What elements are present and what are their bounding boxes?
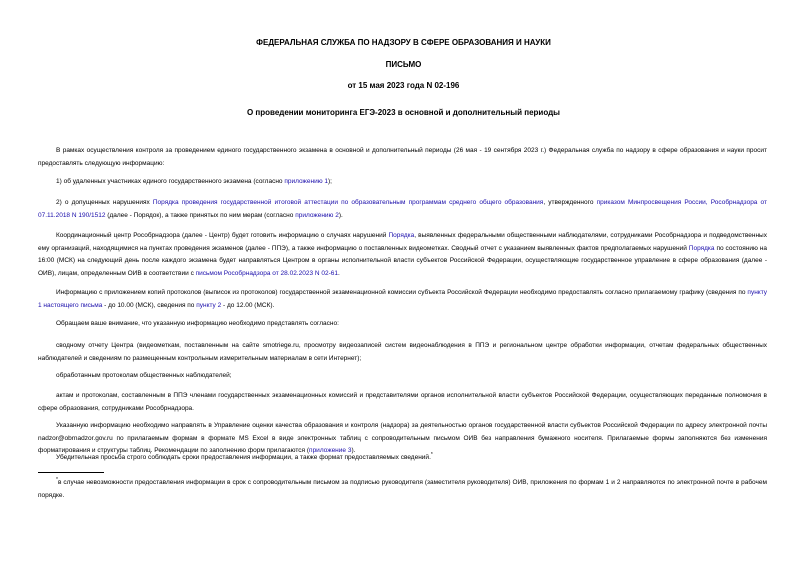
subject-heading: О проведении мониторинга ЕГЭ-2023 в основной и дополнительный периоды [246,108,561,117]
link-appendix-1[interactable]: приложению 1 [284,178,328,185]
footnote-reference: * [430,451,433,458]
paragraph-intro: В рамках осуществления контроля за проведением единого государственного экзамена в основной и дополнительный периоды (26 мая - 19 сентября 2023 г.) Федеральная служба по надзору в сфере образования и науки просит предоставлять следующую информацию: [38,147,767,167]
date-number-heading: от 15 мая 2023 года N 02-196 [347,81,460,90]
paragraph-item-2: 2) о допущенных нарушениях Порядка проведения государственной итоговой аттестации по образовательным программам среднего общего образования, утвержденного приказом Минпросвещения России, Рособрнадзора от 07.11.2018 N 190/1512 (далее - Порядок), а также принятых по ним мерам (согласно приложению 2). [38,199,767,219]
doc-type-heading: ПИСЬМО [385,60,422,69]
link-appendix-3[interactable]: приложение 3 [309,447,352,454]
paragraph-deadline-request: Убедительная просьба строго соблюдать сроки предоставления информации, а также формат предоставляемых сведений.* [56,451,433,461]
paragraph-item-1: 1) об удаленных участниках единого государственного экзамена (согласно приложению 1); [56,178,332,185]
paragraph-summary-report: сводному отчету Центра (видеометкам, поставленным на сайте smotriege.ru, просмотру видеозаписей систем видеонаблюдения в ППЭ и региональном центре обработки информации, отчетам федеральных общественных наблюдателей и сведениям по размещенным контрольным измерительным материалам в сети Интернет); [38,342,767,362]
paragraph-acts: актам и протоколам, составленным в ППЭ членами государственных экзаменационных комиссий и представителями органов исполнительной власти субъектов Российской Федерации, осуществляющих переданные полномочия в сфере образования, сотрудниками Рособрнадзора. [38,392,767,412]
paragraph-submission: Указанную информацию необходимо направлять в Управление оценки качества образования и контроля (надзора) за деятельностью органов государственной власти субъектов Российской Федерации по адресу электронной почты nadzor@obrnadzor.gov.ru по прилагаемым формам в формате MS Excel в виде электронных таблиц с сопроводительным письмом ОИВ без направления бумажного носителя. Прилагаемые формы заполняются без изменения форматирования и структуры таблиц. Рекомендации по заполнению форм прилагаются (приложение 3). [38,422,767,454]
paragraph-coordination-center: Координационный центр Рособрнадзора (далее - Центр) будет готовить информацию о случаях нарушений Порядка, выявленных федеральными общественными наблюдателями, сотрудниками Рособрнадзора и подведомственных ему организаций, находящимися на пунктах проведения экзаменов (далее - ППЭ), а также информацию о поставленных видеометках. Сводный отчет с указанием выявленных фактов предполагаемых нарушений Порядка по состоянию на 16:00 (МСК) на следующий день после каждого экзамена будет направляться Центром в органы исполнительной власти субъектов Российской Федерации, осуществляющие государственное управление в сфере образования (далее - ОИВ), лицам, определенным ОИВ в соответствии с письмом Рособрнадзора от 28.02.2023 N 02-61. [38,232,767,277]
paragraph-observer-protocols: обработанным протоколам общественных наблюдателей; [56,372,232,379]
footnote: *в случае невозможности предоставления информации в срок с сопроводительным письмом за подписью руководителя (заместителя руководителя) ОИВ, приложения по формам 1 и 2 направляются по электронной почте в рабочем порядке. [38,476,767,499]
footnote-mark: * [56,476,58,483]
agency-heading: ФЕДЕРАЛЬНАЯ СЛУЖБА ПО НАДЗОРУ В СФЕРЕ ОБРАЗОВАНИЯ И НАУКИ [256,38,551,47]
link-order[interactable]: приказом Минпросвещения России, Рособрнадзора от 07.11.2018 N 190/1512 [38,199,767,219]
paragraph-attention: Обращаем ваше внимание, что указанную информацию необходимо представлять согласно: [56,320,339,327]
link-point-2[interactable]: пункту 2 [196,301,222,309]
link-procedure-2[interactable]: Порядка [388,232,415,239]
footnote-divider [38,472,104,473]
link-procedure-3[interactable]: Порядка [688,244,715,252]
link-procedure[interactable]: Порядка проведения государственной итоговой аттестации по образовательным программам среднего общего образования [152,199,544,206]
link-point-1[interactable]: пункту 1 настоящего письма [38,289,767,309]
paragraph-schedule: Информацию с приложением копий протоколов (выписок из протоколов) государственной экзаменационной комиссии субъекта Российской Федерации необходимо предоставлять согласно прилагаемому графику (сведения по пункту 1 настоящего письма - до 10.00 (МСК), сведения по пункту 2 - до 12.00 (МСК). [38,289,767,309]
link-appendix-2[interactable]: приложению 2 [295,211,339,219]
link-letter-02-61[interactable]: письмом Рособрнадзора от 28.02.2023 N 02-61 [195,269,338,277]
